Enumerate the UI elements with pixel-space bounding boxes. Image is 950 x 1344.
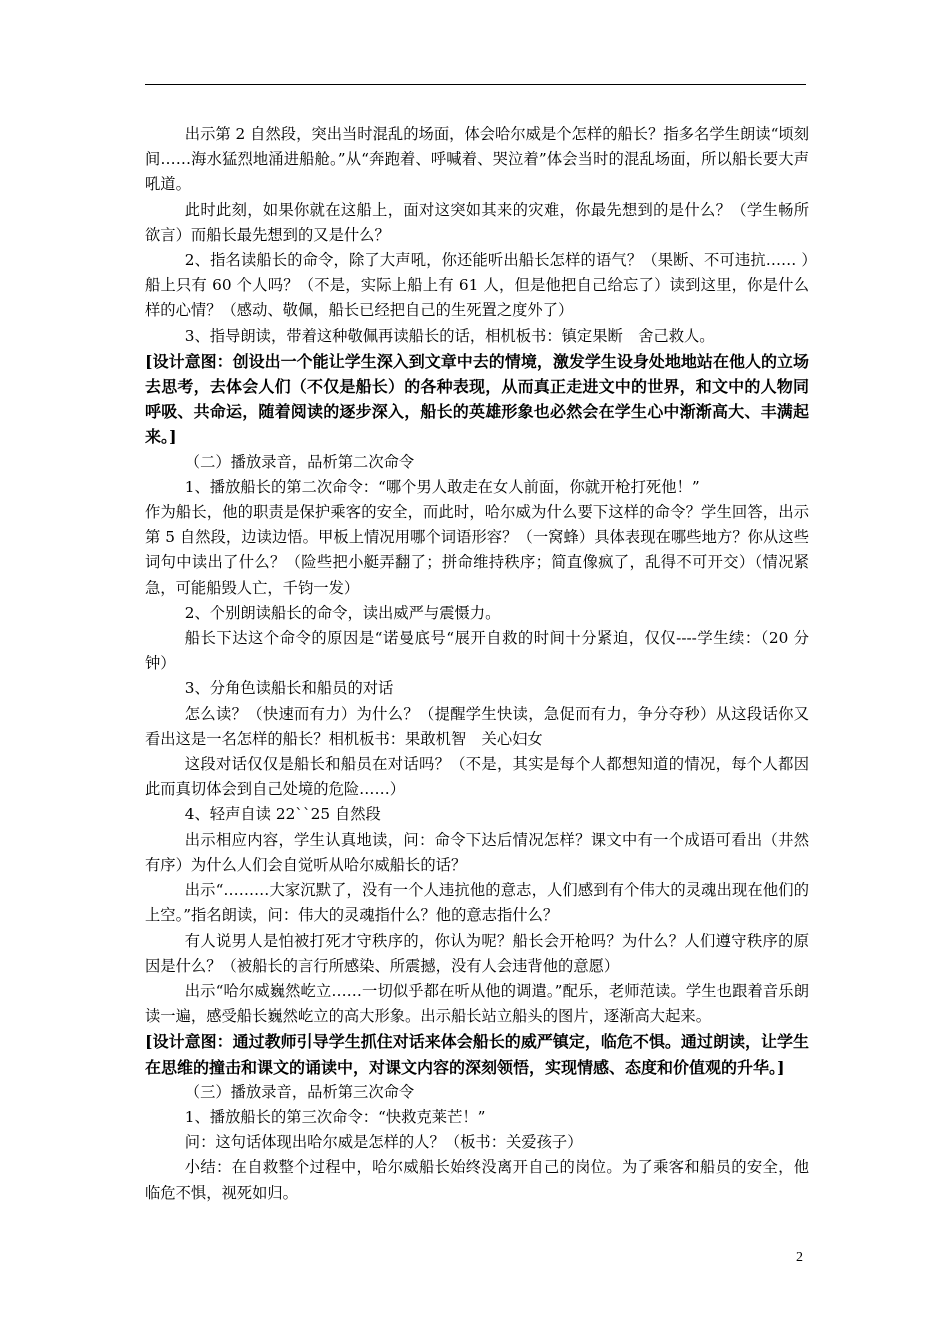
paragraph: 1、播放船长的第二次命令：“哪个男人敢走在女人前面，你就开枪打死他！” bbox=[184, 477, 700, 496]
document-body bbox=[145, 122, 809, 1206]
paragraph: 有人说男人是怕被打死才守秩序的，你认为呢？船长会开枪吗？为什么？人们遵守秩序的原因是什么？（被船长的言行所感染、所震撼，没有人会违背他的意愿） bbox=[145, 931, 809, 975]
paragraph: 出示“哈尔威巍然屹立……一切似乎都在听从他的调遣。”配乐，老师范读。学生也跟着音乐朗读一遍，感受船长巍然屹立的高大形象。出示船长站立船头的图片，逐渐高大起来。 bbox=[145, 981, 809, 1026]
paragraph: 2、指名读船长的命令，除了大声吼，你还能听出船长怎样的语气？（果断、不可违抗…… ）船上只有 60 个人吗？（不是，实际上船上有 61 人，但是他把自己给忘了）读到这里，你是什么样的心情？（感动、敬佩，船长已经把自己的生死置之度外了） bbox=[145, 251, 809, 320]
paragraph: 2、个别朗读船长的命令，读出威严与震慑力。 bbox=[184, 603, 501, 622]
paragraph: 作为船长，他的职责是保护乘客的安全，而此时，哈尔威为什么要下这样的命令？学生回答，出示第 5 自然段，边读边悟。甲板上情况用哪个词语形容？（一窝蜂）具体表现在哪些地方？你从这些词句中读出了什么？（险些把小艇弄翻了；拼命维持秩序；简直像疯了，乱得不可开交）（情况紧急，可能船毁人亡，千钧一发） bbox=[145, 503, 809, 597]
paragraph: 问：这句话体现出哈尔威是怎样的人？（板书：关爱孩子） bbox=[184, 1133, 583, 1152]
paragraph: 出示“………大家沉默了，没有一个人违抗他的意志，人们感到有个伟大的灵魂出现在他们的上空。”指名朗读，问：伟大的灵魂指什么？他的意志指什么？ bbox=[145, 881, 809, 925]
paragraph: 1、播放船长的第三次命令：“快救克莱芒！” bbox=[184, 1107, 486, 1126]
paragraph: 船长下达这个命令的原因是“诺曼底号“展开自救的时间十分紧迫，仅仅----学生续：（20 分钟） bbox=[145, 629, 809, 673]
section-heading: （二）播放录音，品析第二次命令 bbox=[184, 452, 415, 471]
paragraph: 此时此刻，如果你就在这船上，面对这突如其来的灾难，你最先想到的是什么？（学生畅所欲言）而船长最先想到的又是什么？ bbox=[145, 200, 809, 244]
paragraph: 3、指导朗读，带着这种敬佩再读船长的话，相机板书：镇定果断 舍己救人。 bbox=[184, 326, 715, 345]
design-intent-note: [设计意图：创设出一个能让学生深入到文章中去的情境，激发学生设身处地地站在他人的立场去思考，去体会人们（不仅是船长）的各种表现，从而真正走进文中的世界，和文中的人物同呼吸、共命运，随着阅读的逐步深入，船长的英雄形象也必然会在学生心中渐渐高大、丰满起来。] bbox=[145, 351, 809, 447]
paragraph: 4、轻声自读 22``25 自然段 bbox=[184, 805, 381, 824]
paragraph: 3、分角色读船长和船员的对话 bbox=[184, 679, 394, 698]
design-intent-note: [设计意图：通过教师引导学生抓住对话来体会船长的威严镇定，临危不惧。通过朗读，让学生在思维的撞击和课文的诵读中，对课文内容的深刻领悟，实现情感、态度和价值观的升华。] bbox=[145, 1032, 809, 1077]
paragraph: 出示第 2 自然段，突出当时混乱的场面，体会哈尔威是个怎样的船长？指多名学生朗读“顷刻间……海水猛烈地涌进船舱。”从“奔跑着、呼喊着、哭泣着”体会当时的混乱场面，所以船长要大声吼道。 bbox=[145, 125, 809, 194]
page-number: 2 bbox=[796, 1250, 803, 1265]
paragraph: 怎么读？（快速而有力）为什么？（提醒学生快读，急促而有力，争分夺秒）从这段话你又看出这是一名怎样的船长？相机板书：果敢机智 关心妇女 bbox=[145, 704, 809, 748]
paragraph: 这段对话仅仅是船长和船员在对话吗？（不是，其实是每个人都想知道的情况，每个人都因此而真切体会到自己处境的危险……） bbox=[145, 755, 809, 799]
header-rule bbox=[145, 84, 806, 85]
section-heading: （三）播放录音，品析第三次命令 bbox=[184, 1082, 415, 1101]
paragraph: 出示相应内容，学生认真地读，问：命令下达后情况怎样？课文中有一个成语可看出（井然有序）为什么人们会自觉听从哈尔威船长的话？ bbox=[145, 830, 809, 874]
paragraph: 小结：在自救整个过程中，哈尔威船长始终没离开自己的岗位。为了乘客和船员的安全，他临危不惧，视死如归。 bbox=[145, 1158, 809, 1202]
